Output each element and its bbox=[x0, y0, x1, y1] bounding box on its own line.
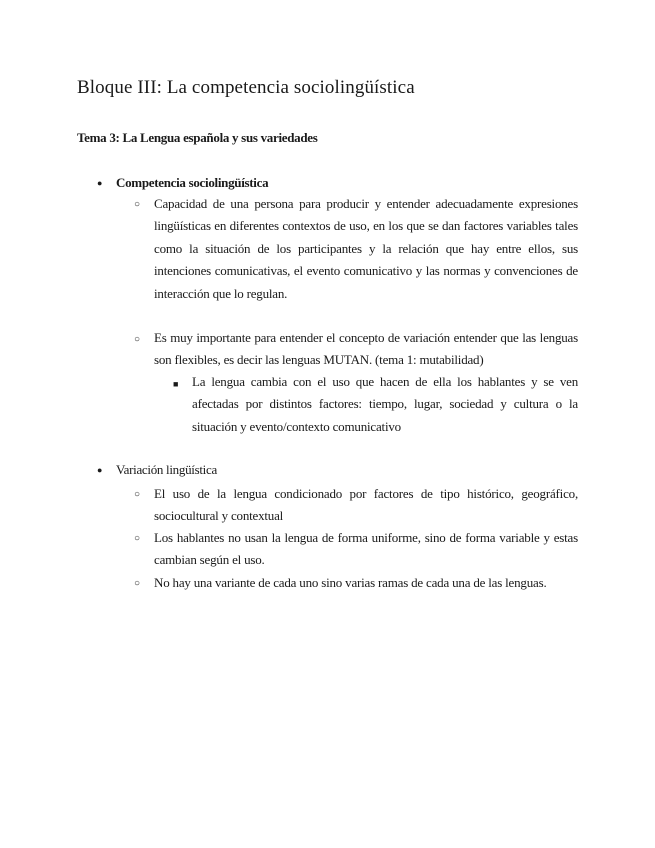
bullet-level2-marker: ○ bbox=[134, 533, 141, 544]
topic-subtitle: Tema 3: La Lengua española y sus variedades bbox=[77, 130, 318, 145]
bullet-level1-marker: ● bbox=[97, 178, 103, 188]
page-title: Bloque III: La competencia sociolingüística bbox=[77, 77, 415, 98]
bullet-level2-marker: ○ bbox=[134, 489, 141, 500]
list-item-variacion-flexibles: Es muy importante para entender el concepto de variación entender que las lenguas son flexibles, es decir las lenguas MUTAN. (tema 1: mutabilidad) bbox=[154, 330, 578, 368]
list-subitem-lengua-cambia: La lengua cambia con el uso que hacen de ella los hablantes y se ven afectadas por distintos factores: tiempo, lugar, sociedad y cultura o la situación y evento/contexto comunicativo bbox=[192, 374, 578, 434]
list-item-competencia-definition: Capacidad de una persona para producir y entender adecuadamente expresiones lingüísticas en diferentes contextos de uso, en los que se dan factores variables tales como la situación de los participantes y la relación que hay entre ellos, sus intenciones comunicativas, el evento comunicativo y las normas y convenciones de interacción que lo regulan. bbox=[154, 196, 578, 301]
bullet-level2-marker: ○ bbox=[134, 578, 141, 589]
list-item-hablantes-variable: Los hablantes no usan la lengua de forma uniforme, sino de forma variable y estas cambian según el uso. bbox=[154, 530, 578, 568]
bullet-level2-marker: ○ bbox=[134, 334, 141, 345]
bullet-level3-marker: ■ bbox=[173, 379, 179, 389]
section-heading-competencia: Competencia sociolingüística bbox=[116, 175, 269, 190]
bullet-level1-marker: ● bbox=[97, 465, 103, 475]
bullet-level2-marker: ○ bbox=[134, 199, 141, 210]
section-heading-variacion: Variación lingüística bbox=[116, 462, 217, 477]
list-item-uso-condicionado: El uso de la lengua condicionado por factores de tipo histórico, geográfico, sociocultural y contextual bbox=[154, 486, 578, 524]
list-item-variantes-ramas: No hay una variante de cada uno sino varias ramas de cada una de las lenguas. bbox=[154, 575, 547, 590]
